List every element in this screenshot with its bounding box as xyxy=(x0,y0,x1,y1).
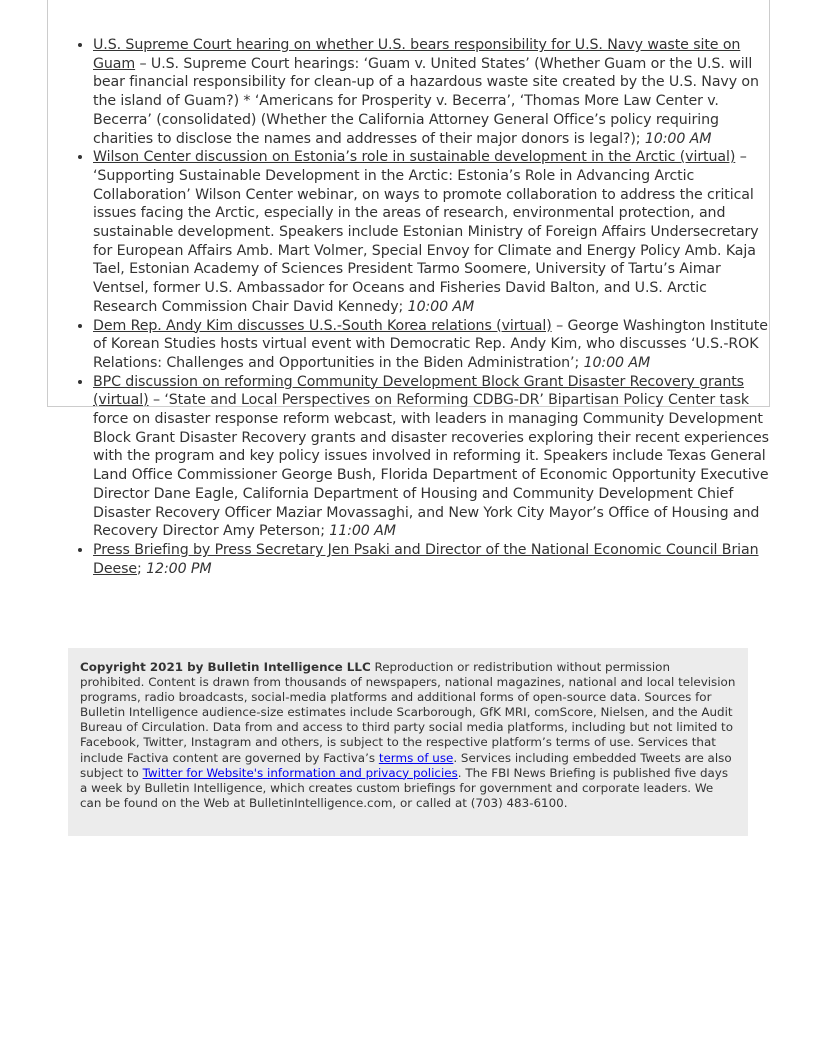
footer-text: . Services including embedded Tweets are also subject to xyxy=(80,750,732,780)
footer-text: Reproduction or redistribution without permission prohibited. Content is drawn from thousands of newspapers, national magazines, national and local television programs, radio broadcasts, social-media platforms and additional forms of open-source data. Sources for Bulletin Intelligence audience-size estimates include Scarborough, GfK MRI, comScore, Nielsen, and the Audit Bureau of Circulation. Data from and access to third party social media platforms, including but not limited to Facebook, Twitter, Instagram and others, is subject to the respective platform’s terms of use. Services that include Factiva content are governed by Factiva’s xyxy=(80,660,736,765)
event-title-link[interactable]: Press Briefing by Press Secretary Jen Psaki and Director of the National Economic Council Brian Deese xyxy=(93,541,759,577)
event-title-link[interactable]: Wilson Center discussion on Estonia’s role in sustainable development in the Arctic (virtual) xyxy=(93,149,736,166)
event-description: – ‘Supporting Sustainable Development in the Arctic: Estonia’s Role in Advancing Arctic Collaboration’ Wilson Center webinar, on ways to promote collaboration to address the critical issues facing the Arctic, especially in the areas of research, environmental protection, and sustainable development. Speakers include Estonian Ministry of Foreign Affairs Undersecretary for European Affairs Amb. Mart Volmer, Special Envoy for Climate and Energy Policy Amb. Kaja Tael, Estonian Academy of Sciences President Tarmo Soomere, University of Tartu’s Aimar Ventsel, former U.S. Ambassador for Oceans and Fisheries David Balton, and U.S. Arctic Research Commission Chair David Kennedy; xyxy=(93,149,759,315)
event-description: – George Washington Institute of Korean Studies hosts virtual event with Democratic Rep. Andy Kim, who discusses ‘U.S.-ROK Relations: Challenges and Opportunities in the Biden Administration’; xyxy=(93,317,768,371)
event-title-link[interactable]: U.S. Supreme Court hearing on whether U.S. bears responsibility for U.S. Navy waste site on Guam xyxy=(93,37,741,72)
event-list xyxy=(75,36,773,578)
event-item xyxy=(93,541,773,578)
event-time: 10:00 AM xyxy=(407,298,475,315)
event-time: 10:00 AM xyxy=(644,130,712,147)
event-item xyxy=(93,373,773,541)
twitter-privacy-link[interactable]: Twitter for Website's information and privacy policies xyxy=(142,765,458,780)
event-description: – ‘State and Local Perspectives on Reforming CDBG-DR’ Bipartisan Policy Center task force on disaster response reform webcast, with leaders in managing Community Development Block Grant Disaster Recovery grants and disaster recoveries exploring their recent experiences with the program and key policy issues involved in reforming it. Speakers include Texas General Land Office Commissioner George Bush, Florida Department of Economic Opportunity Executive Director Dane Eagle, California Department of Housing and Community Development Chief Disaster Recovery Officer Maziar Movassaghi, and New York City Mayor’s Office of Housing and Recovery Director Amy Peterson; xyxy=(93,392,769,540)
event-description: – U.S. Supreme Court hearings: ‘Guam v. United States’ (Whether Guam or the U.S. will bear financial responsibility for clean-up of a hazardous waste site created by the U.S. Navy on the island of Guam?) * ‘Americans for Prosperity v. Becerra’, ‘Thomas More Law Center v. Becerra’ (consolidated) (Whether the California Attorney General Office’s policy requiring charities to disclose the names and addresses of their major donors is legal?); xyxy=(93,55,759,147)
event-time: 10:00 AM xyxy=(583,354,651,371)
event-title-link[interactable]: Dem Rep. Andy Kim discusses U.S.-South Korea relations (virtual) xyxy=(93,317,552,334)
event-description: ; xyxy=(137,560,147,577)
event-item xyxy=(93,148,773,316)
copyright-footer xyxy=(68,648,748,836)
event-item xyxy=(93,36,773,148)
copyright-heading: Copyright 2021 by Bulletin Intelligence LLC xyxy=(80,660,371,674)
event-time: 11:00 AM xyxy=(329,523,396,540)
footer-text: . The FBI News Briefing is published five days a week by Bulletin Intelligence, which creates custom briefings for government and corporate leaders. We can be found on the Web at BulletinIntelligence.com, or called at (703) 483-6100. xyxy=(80,765,729,810)
event-time: 12:00 PM xyxy=(146,560,212,577)
event-title-link[interactable]: BPC discussion on reforming Community Development Block Grant Disaster Recovery grants (virtual) xyxy=(93,373,744,409)
terms-of-use-link[interactable]: terms of use xyxy=(378,750,454,765)
event-item xyxy=(93,317,773,373)
